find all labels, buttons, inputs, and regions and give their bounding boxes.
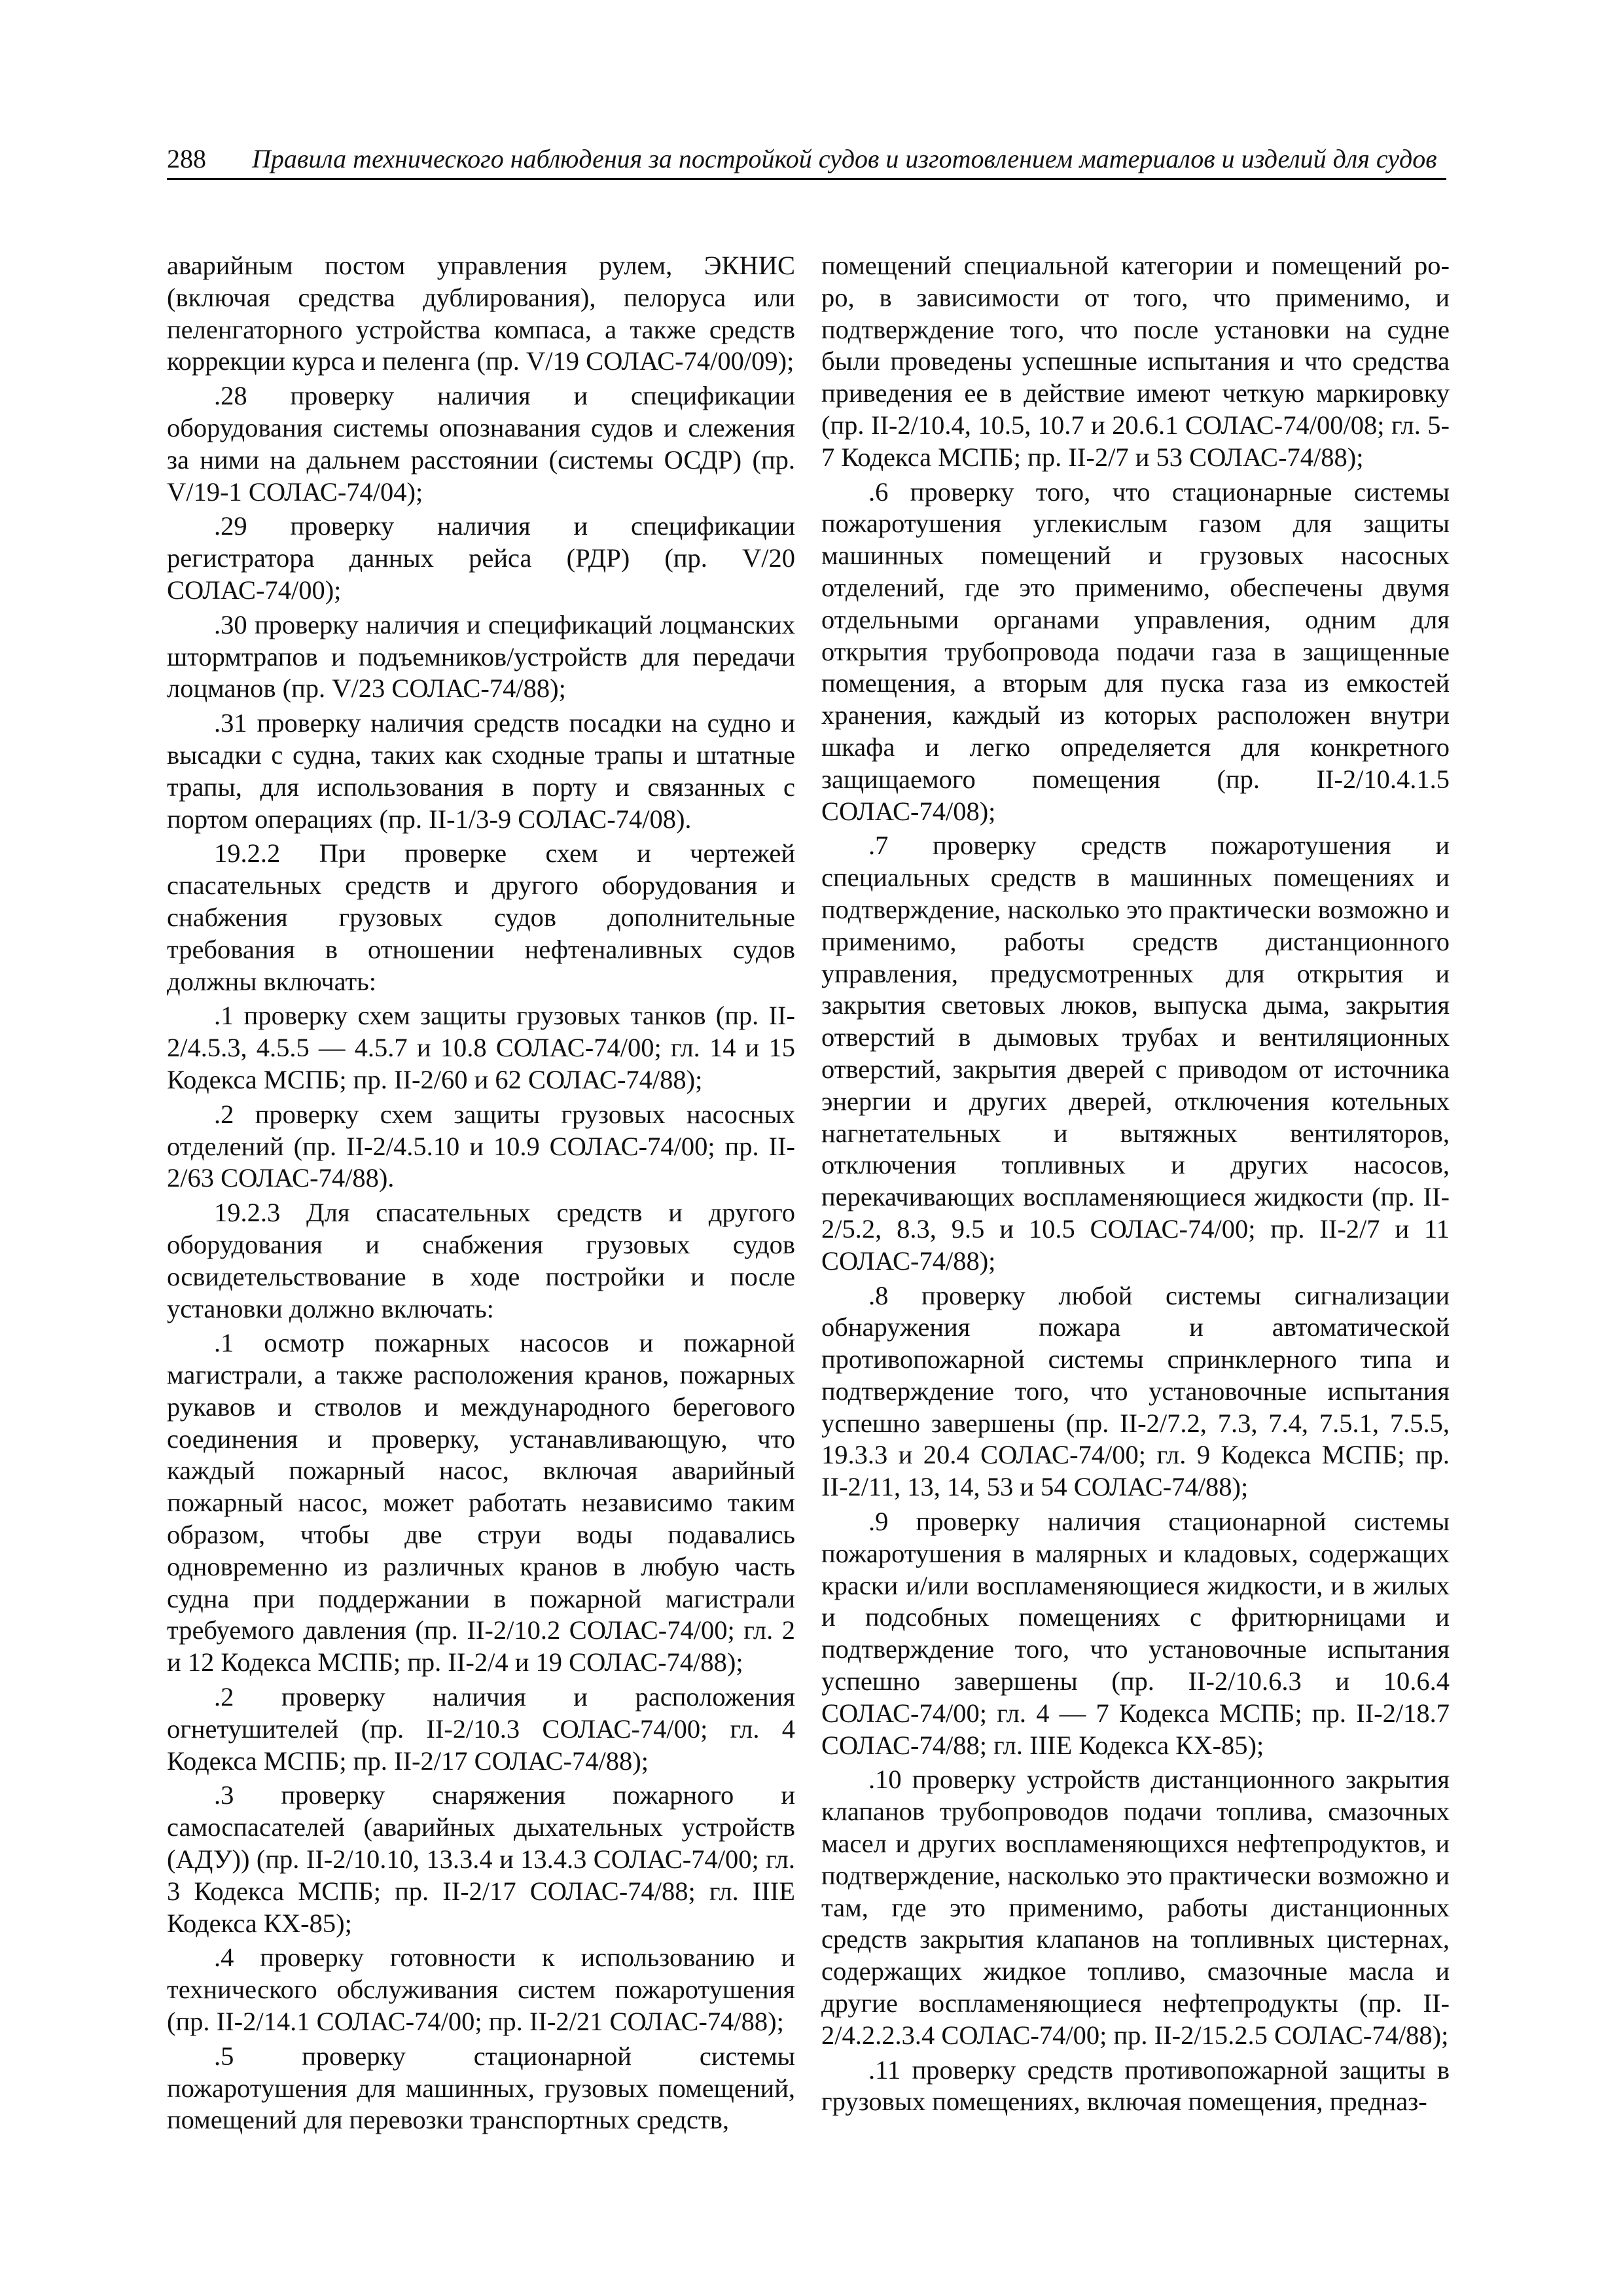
header-rule	[167, 178, 1446, 180]
paragraph: .8 проверку любой системы сигнализации обнаружения пожара и автоматической противопожарной системы спринклерного типа и подтверждение того, что установочные испытания успешно завершены (пр. II-2/7.2, 7.3, 7.4, 7.5.1, 7.5.5, 19.3.3 и 20.4 СОЛАС-74/00; гл. 9 Кодекса МСПБ; пр. II-2/11, 13, 14, 53 и 54 СОЛАС-74/88);	[821, 1280, 1450, 1502]
paragraph: .10 проверку устройств дистанционного закрытия клапанов трубопроводов подачи топлива, смазочных масел и других воспламеняющихся нефтепродуктов, и подтверждение, насколько это практически возможно и там, где это применимо, работы дистанционных средств закрытия клапанов на топливных цистернах, содержащих жидкое топливо, смазочные масла и другие воспламеняющиеся нефтепродукты (пр. II-2/4.2.2.3.4 СОЛАС-74/00; пр. II-2/15.2.5 СОЛАС-74/88);	[821, 1765, 1450, 2050]
paragraph: .29 проверку наличия и спецификации регистратора данных рейса (РДР) (пр. V/20 СОЛАС-74/00);	[167, 511, 795, 605]
right-column	[821, 250, 1450, 2121]
paragraph: .31 проверку наличия средств посадки на судно и высадки с судна, таких как сходные трапы и штатные трапы, для использования в порту и связанных с портом операциях (пр. II-1/3-9 СОЛАС-74/08).	[167, 708, 795, 834]
paragraph: .1 осмотр пожарных насосов и пожарной магистрали, а также расположения кранов, пожарных рукавов и стволов и международного берегового соединения и проверку, устанавливающую, что каждый пожарный насос, включая аварийный пожарный насос, может работать независимо таким образом, чтобы две струи воды подавались одновременно из различных кранов в любую часть судна при поддержании в пожарной магистрали требуемого давления (пр. II-2/10.2 СОЛАС-74/00; гл. 2 и 12 Кодекса МСПБ; пр. II-2/4 и 19 СОЛАС-74/88);	[167, 1328, 795, 1677]
paragraph: .7 проверку средств пожаротушения и специальных средств в машинных помещениях и подтверждение, насколько это практически возможно и применимо, работы средств дистанционного управления, предусмотренных для открытия и закрытия световых люков, выпуска дыма, закрытия отверстий в дымовых трубах и вентиляционных отверстий, закрытия дверей с приводом от источника энергии и других дверей, отключения котельных нагнетательных и вытяжных вентиляторов, отключения топливных и других насосов, перекачивающих воспламеняющиеся жидкости (пр. II-2/5.2, 8.3, 9.5 и 10.5 СОЛАС-74/00; пр. II-2/7 и 11 СОЛАС-74/88);	[821, 831, 1450, 1276]
paragraph: .11 проверку средств противопожарной защиты в грузовых помещениях, включая помещения, предназ-	[821, 2054, 1450, 2117]
paragraph: .30 проверку наличия и спецификаций лоцманских штормтрапов и подъемников/устройств для передачи лоцманов (пр. V/23 СОЛАС-74/88);	[167, 609, 795, 704]
paragraph: аварийным постом управления рулем, ЭКНИС (включая средства дублирования), пелоруса или пеленгаторного устройства компаса, а также средств коррекции курса и пеленга (пр. V/19 СОЛАС-74/00/09);	[167, 251, 795, 376]
paragraph: 19.2.3 Для спасательных средств и другого оборудования и снабжения грузовых судов освидетельствование в ходе постройки и после установки должно включать:	[167, 1198, 795, 1323]
paragraph: .2 проверку наличия и расположения огнетушителей (пр. II-2/10.3 СОЛАС-74/00; гл. 4 Кодекса МСПБ; пр. II-2/17 СОЛАС-74/88);	[167, 1682, 795, 1776]
paragraph: .6 проверку того, что стационарные системы пожаротушения углекислым газом для защиты машинных помещений и грузовых насосных отделений, где это применимо, обеспечены двумя отдельными органами управления, одним для открытия трубопровода подачи газа в защищенные помещения, а вторым для пуска газа из емкостей хранения, каждый из которых расположен внутри шкафа и легко определяется для конкретного защищаемого помещения (пр. II-2/10.4.1.5 СОЛАС-74/08);	[821, 476, 1450, 826]
paragraph: .2 проверку схем защиты грузовых насосных отделений (пр. II-2/4.5.10 и 10.9 СОЛАС-74/00; пр. II-2/63 СОЛАС-74/88).	[167, 1099, 795, 1193]
running-header	[167, 143, 1446, 175]
paragraph: .5 проверку стационарной системы пожаротушения для машинных, грузовых помещений, помещений для перевозки транспортных средств,	[167, 2041, 795, 2135]
paragraph: .4 проверку готовности к использованию и технического обслуживания систем пожаротушения (пр. II-2/14.1 СОЛАС-74/00; пр. II-2/21 СОЛАС-74/88);	[167, 1943, 795, 2037]
paragraph: 19.2.2 При проверке схем и чертежей спасательных средств и другого оборудования и снабжения грузовых судов дополнительные требования в отношении нефтеналивных судов должны включать:	[167, 838, 795, 996]
paragraph: помещений специальной категории и помещений ро-ро, в зависимости от того, что применимо, и подтверждение того, что после установки на судне были проведены успешные испытания и что средства приведения ее в действие имеют четкую маркировку (пр. II-2/10.4, 10.5, 10.7 и 20.6.1 СОЛАС-74/00/08; гл. 5-7 Кодекса МСПБ; пр. II-2/7 и 53 СОЛАС-74/88);	[821, 251, 1450, 472]
paragraph: .1 проверку схем защиты грузовых танков (пр. II-2/4.5.3, 4.5.5 — 4.5.7 и 10.8 СОЛАС-74/00; гл. 14 и 15 Кодекса МСПБ; пр. II-2/60 и 62 СОЛАС-74/88);	[167, 1001, 795, 1094]
running-title: Правила технического наблюдения за постройкой судов и изготовлением материалов и изделий для судов	[252, 144, 1437, 173]
page-number: 288	[167, 144, 206, 173]
left-column	[167, 250, 795, 2139]
paragraph: .3 проверку снаряжения пожарного и самоспасателей (аварийных дыхательных устройств (АДУ)) (пр. II-2/10.10, 13.3.4 и 13.4.3 СОЛАС-74/00; гл. 3 Кодекса МСПБ; пр. II-2/17 СОЛАС-74/88; гл. IIIE Кодекса КХ-85);	[167, 1780, 795, 1938]
paragraph: .9 проверку наличия стационарной системы пожаротушения в малярных и кладовых, содержащих краски и/или воспламеняющиеся жидкости, и в жилых и подсобных помещениях с фритюрницами и подтверждение того, что установочные испытания успешно завершены (пр. II-2/10.6.3 и 10.6.4 СОЛАС-74/00; гл. 4 — 7 Кодекса МСПБ; пр. II-2/18.7 СОЛАС-74/88; гл. IIIE Кодекса КХ-85);	[821, 1507, 1450, 1760]
paragraph: .28 проверку наличия и спецификации оборудования системы опознавания судов и слежения за ними на дальнем расстоянии (системы ОСДР) (пр. V/19-1 СОЛАС-74/04);	[167, 381, 795, 507]
